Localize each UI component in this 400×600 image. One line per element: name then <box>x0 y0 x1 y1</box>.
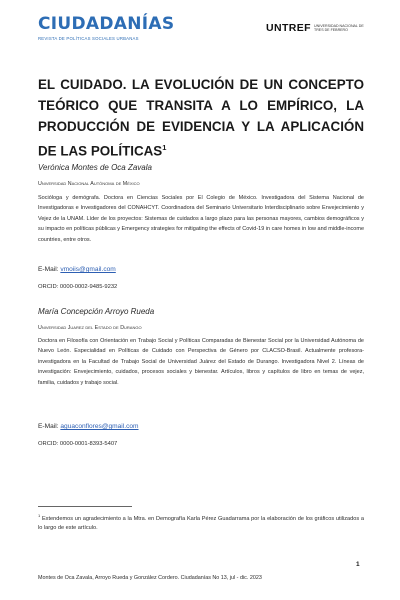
running-footer: Montes de Oca Zavala, Arroyo Rueda y González Cordero. Ciudadanías No 13, jul - dic. 2023 <box>38 575 262 581</box>
author-2-email-link[interactable]: aguaconflores@gmail.com <box>60 423 139 430</box>
author-2-email-label: E-Mail: <box>38 423 59 430</box>
footnote-text: Extendemos un agradecimiento a la Mtra. en Demografía Karla Pérez Guadarrama por la elaboración de los gráficos utilizados a lo largo de este artículo. <box>38 515 364 532</box>
author-1-email-label: E-Mail: <box>38 266 59 273</box>
author-1-affiliation: Universidad Nacional Autónoma de México <box>38 181 140 187</box>
author-2-name: María Concepción Arroyo Rueda <box>38 307 155 316</box>
journal-header <box>38 14 366 56</box>
author-1-email-link[interactable]: vmoiis@gmail.com <box>60 266 116 273</box>
title-footnote-marker: 1 <box>162 143 167 152</box>
footnote-divider <box>38 506 132 507</box>
author-1-bio: Socióloga y demógrafa. Doctora en Ciencias Sociales por El Colegio de México. Investigadora del Sistema Nacional de Investigadoras e Investigadores del CONAHCYT. Coordinadora del Seminario Universitario Interdisciplinario sobre Envejecimiento y Vejez de la UNAM. Líder de los proyectos: Sistemas de cuidados a largo plazo para las personas mayores, cambios demográficos y su impacto en políticas públicas y Emergency strategies for mitigating the effects of Covid-19 in care homes in low and middle-income countries, entre otros. <box>38 195 364 243</box>
author-2-orcid: ORCID: 0000-0001-8393-5407 <box>38 441 118 447</box>
university-logo-mark: UNTREF <box>266 22 311 34</box>
author-2-affiliation: Universidad Juarez del Estado de Durango <box>38 325 142 331</box>
author-2-email-row <box>38 423 139 430</box>
university-logo-name: UNIVERSIDAD NACIONAL DE TRES DE FEBRERO <box>314 23 364 32</box>
article-title-text: EL CUIDADO. LA EVOLUCIÓN DE UN CONCEPTO TEÓRICO QUE TRANSITA A LO EMPÍRICO, LA PRODUCCIÓN DE EVIDENCIA Y LA APLICACIÓN DE LAS POLÍTICAS <box>38 77 364 159</box>
journal-logo-title: CIUDADANÍAS <box>38 14 175 34</box>
footnote <box>38 511 364 534</box>
journal-logo-subtitle: REVISTA DE POLÍTICAS SOCIALES URBANAS <box>38 36 139 41</box>
footnote-marker: 1 <box>38 513 41 518</box>
university-logo <box>266 22 366 34</box>
article-title <box>38 74 364 161</box>
page-number: 1 <box>356 561 360 568</box>
author-2-bio: Doctora en Filosofía con Orientación en Trabajo Social y Políticas Comparadas de Bienestar Social por la Universidad Autónoma de Nuevo León. Especialidad en Políticas de Cuidado con Perspectiva de Género por CLACSO-Brasil. Actualmente profesora-investigadora en la Facultad de Trabajo Social de Universidad Juárez del Estado de Durango. Investigadora Nivel 2. Líneas de investigación: Envejecimiento, cuidados, procesos sociales y bienestar. Artículos, libros y capítulos de libro en temas de vejez, familia, cuidados y trabajo social. <box>38 338 364 386</box>
author-1-orcid: ORCID: 0000-0002-9485-9232 <box>38 284 118 290</box>
author-1-email-row <box>38 266 116 273</box>
author-1-name: Verónica Montes de Oca Zavala <box>38 163 152 172</box>
